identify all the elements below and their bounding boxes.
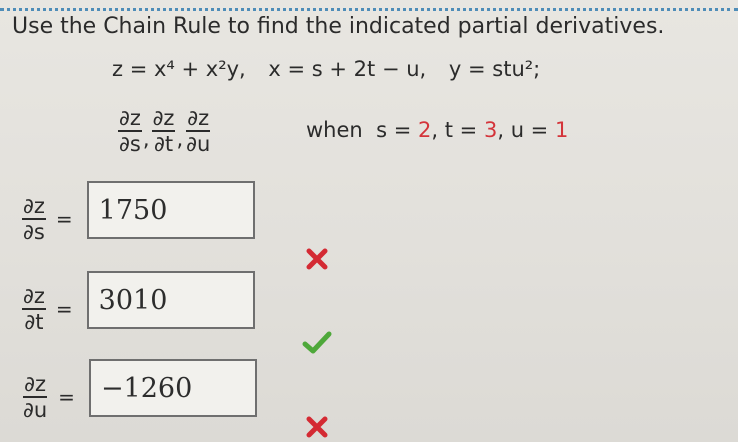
dz-du-label: $\frac{\partial z}{\partial u}$ xyxy=(23,372,48,422)
dz-ds-answer-input[interactable]: 1750 xyxy=(87,181,255,239)
check-icon xyxy=(301,328,333,356)
dz-du-answer-input[interactable]: −1260 xyxy=(89,359,257,417)
answer-row-du xyxy=(22,368,257,426)
s-value: 2 xyxy=(417,118,432,142)
partial-z-t-fraction: $\frac{\partial z}{\partial t}$ xyxy=(152,106,175,156)
given-functions xyxy=(112,57,540,81)
t-value: 3 xyxy=(483,118,498,142)
answer-row-dt xyxy=(22,280,255,338)
cross-icon xyxy=(301,245,333,273)
when-label: when xyxy=(306,118,363,142)
dz-dt-answer-input[interactable]: 3010 xyxy=(87,271,255,329)
y-definition: y = stu²; xyxy=(448,57,541,81)
cross-icon xyxy=(301,413,333,441)
equals-sign: = xyxy=(58,385,75,409)
partial-z-u-fraction: $\frac{\partial z}{\partial u}$ xyxy=(186,106,211,156)
x-definition: x = s + 2t − u, xyxy=(268,57,427,81)
evaluation-point: when s = 2, t = 3, u = 1 xyxy=(306,118,569,142)
z-definition: z = x⁴ + x²y, xyxy=(112,57,246,81)
u-label: u = xyxy=(510,118,549,142)
u-value: 1 xyxy=(554,118,569,142)
dz-dt-label: $\frac{\partial z}{\partial t}$ xyxy=(23,284,45,334)
dz-ds-label: $\frac{\partial z}{\partial s}$ xyxy=(23,194,45,244)
partial-z-s-fraction: $\frac{\partial z}{\partial s}$ xyxy=(119,106,141,156)
t-label: t = xyxy=(444,118,478,142)
s-label: s = xyxy=(376,118,412,142)
equals-sign: = xyxy=(55,207,73,231)
answer-row-ds xyxy=(22,190,255,248)
instructions-text: Use the Chain Rule to find the indicated partial derivatives. xyxy=(12,14,665,39)
equals-sign: = xyxy=(55,297,73,321)
requested-partials: $\frac{\partial z}{\partial s}$ , $\frac{\partial z}{\partial t}$ , $\frac{\partial z}{\partial u}$ xyxy=(119,106,211,156)
top-dotted-divider xyxy=(0,8,738,11)
